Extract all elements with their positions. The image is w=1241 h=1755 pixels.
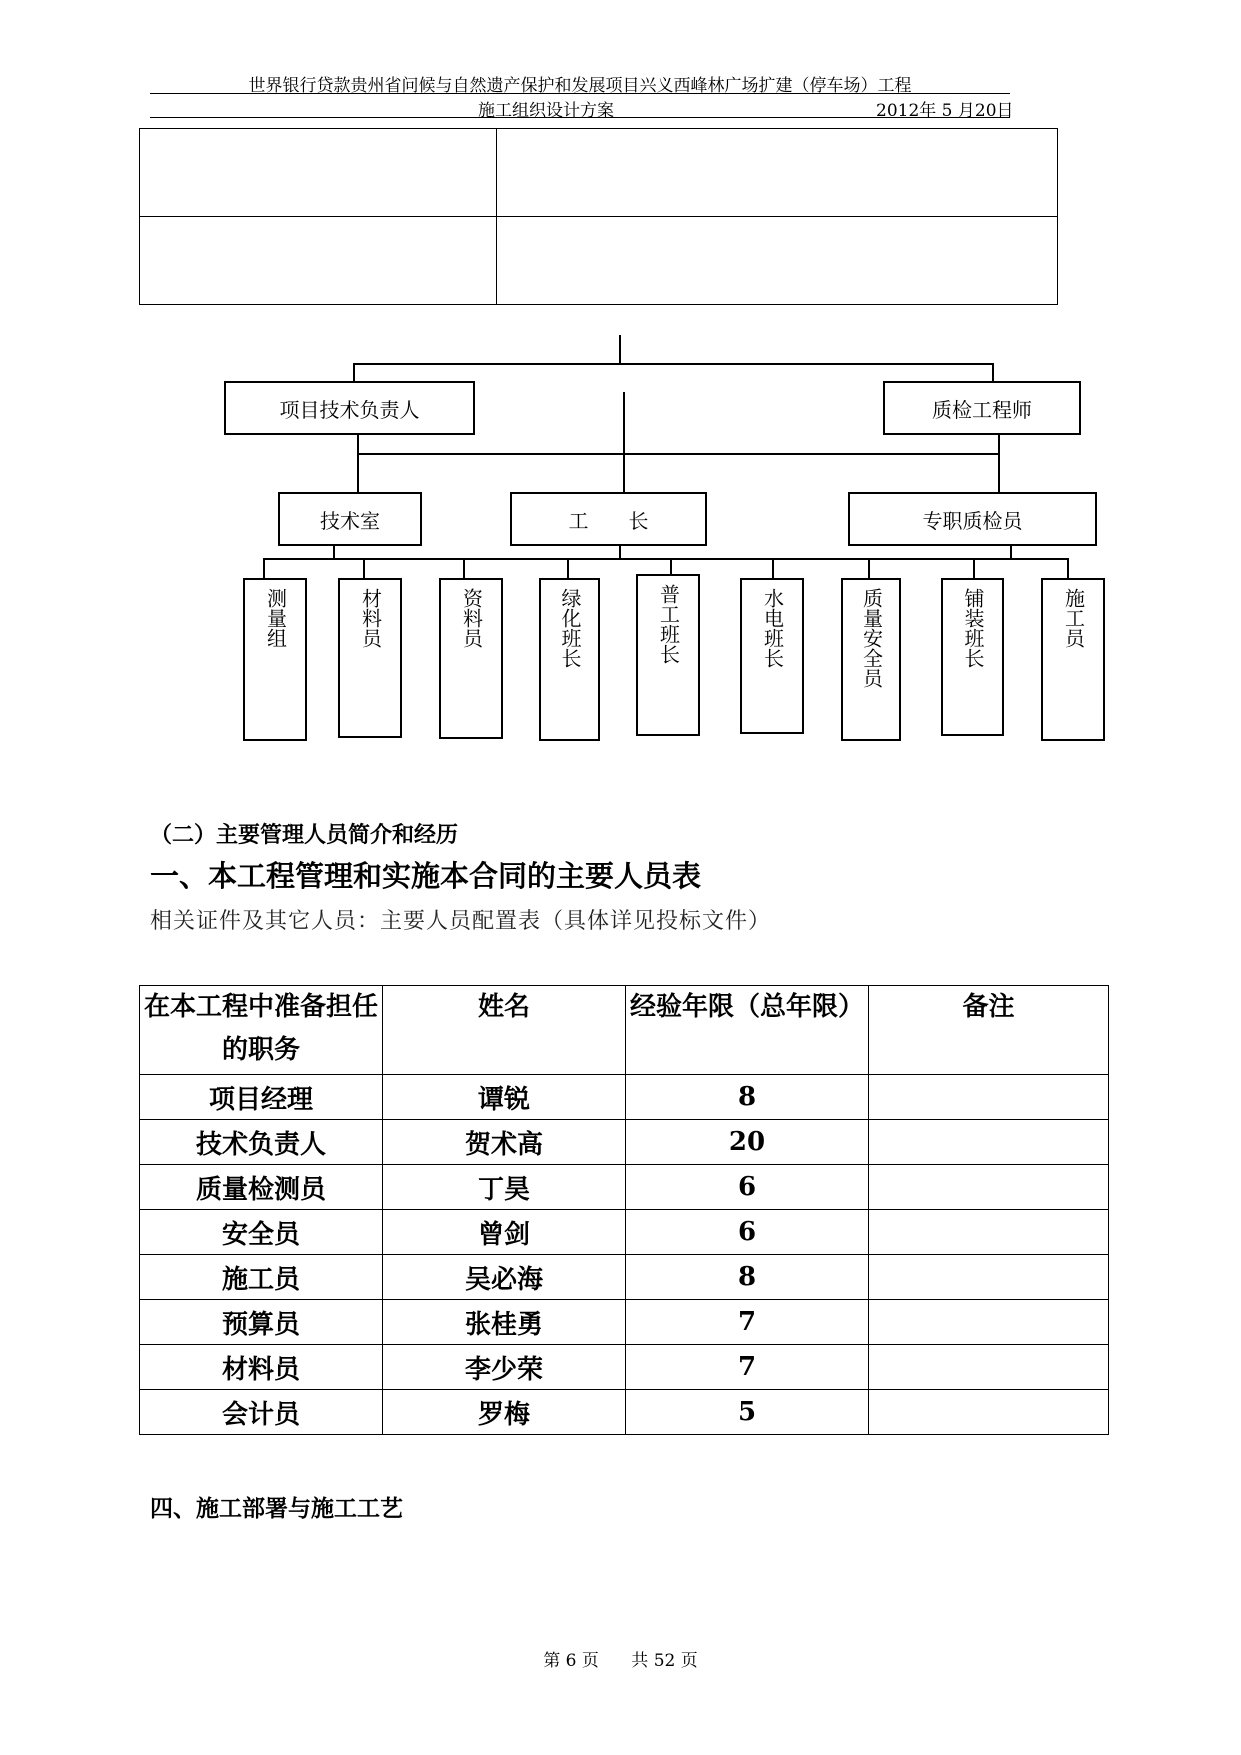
connector-line [353,363,355,383]
note-cell [869,1390,1109,1435]
top-empty-table [139,128,1058,305]
table-row [140,1120,1109,1165]
org-box-utility-lead: 水电班长 [740,578,804,734]
table-row [140,1345,1109,1390]
name-cell: 曾剑 [383,1210,626,1255]
note-cell [869,1210,1109,1255]
doc-date: 2012年 5 月20日 [876,101,1014,121]
org-box-paving-lead: 铺装班长 [941,578,1004,736]
connector-line [363,558,365,580]
role-cell: 项目经理 [140,1075,383,1120]
years-cell: 5 [626,1390,869,1435]
empty-cell [140,129,497,217]
header-rule-bottom [150,117,1010,118]
org-box-greening-lead: 绿化班长 [539,578,600,741]
section-note: 相关证件及其它人员：主要人员配置表（具体详见投标文件） [150,909,772,934]
table-row [140,1390,1109,1435]
connector-line [353,363,994,365]
org-box-quality-safety: 质量安全员 [841,578,901,741]
connector-line [263,558,265,580]
empty-cell [497,217,1058,305]
org-box-tech-office: 技术室 [278,492,422,546]
note-cell [869,1300,1109,1345]
section-subheading: （二）主要管理人员简介和经历 [150,823,459,848]
connector-line [263,558,1069,560]
connector-line [619,546,621,559]
years-cell: 20 [626,1120,869,1165]
org-box-qc-engineer: 质检工程师 [883,381,1081,435]
next-section-heading: 四、施工部署与施工工艺 [150,1496,403,1522]
table-row [140,1255,1109,1300]
connector-line [357,453,1000,455]
note-cell [869,1075,1109,1120]
staff-table [139,985,1109,1435]
connector-line [357,435,359,454]
note-cell [869,1165,1109,1210]
connector-line [333,546,335,559]
name-cell: 罗梅 [383,1390,626,1435]
header-cell: 在本工程中准备担任的职务 [140,986,383,1075]
page-footer: 第 6 页 共 52 页 [543,1651,698,1671]
org-box-materials: 材料员 [338,578,402,738]
org-box-foreman: 工 长 [510,492,707,546]
table-row [140,1075,1109,1120]
name-cell: 贺术高 [383,1120,626,1165]
table-row [140,1210,1109,1255]
connector-line [973,558,975,580]
connector-line [998,453,1000,495]
connector-line [868,558,870,580]
connector-line [623,453,625,495]
section-heading: 一、本工程管理和实施本合同的主要人员表 [150,859,702,893]
org-box-survey-team: 测量组 [243,578,307,741]
years-cell: 7 [626,1300,869,1345]
header-cell: 备注 [869,986,1109,1075]
name-cell: 张桂勇 [383,1300,626,1345]
connector-line [1010,546,1012,559]
connector-line [623,392,625,454]
table-header-row [140,986,1109,1075]
role-cell: 施工员 [140,1255,383,1300]
org-box-construction-staff: 施工员 [1041,578,1105,741]
role-cell: 会计员 [140,1390,383,1435]
role-cell: 预算员 [140,1300,383,1345]
header-cell: 经验年限（总年限） [626,986,869,1075]
years-cell: 7 [626,1345,869,1390]
connector-line [1067,558,1069,580]
name-cell: 吴必海 [383,1255,626,1300]
org-box-records: 资料员 [439,578,503,739]
role-cell: 安全员 [140,1210,383,1255]
org-box-tech-lead: 项目技术负责人 [224,381,475,435]
connector-line [567,558,569,580]
connector-line [772,558,774,580]
connector-line [463,558,465,580]
years-cell: 8 [626,1075,869,1120]
name-cell: 丁昊 [383,1165,626,1210]
role-cell: 技术负责人 [140,1120,383,1165]
table-row [140,1300,1109,1345]
project-title: 世界银行贷款贵州省问候与自然遗产保护和发展项目兴义西峰林广场扩建（停车场）工程 [248,76,912,96]
connector-line [998,435,1000,454]
role-cell: 质量检测员 [140,1165,383,1210]
note-cell [869,1120,1109,1165]
header-cell: 姓名 [383,986,626,1075]
role-cell: 材料员 [140,1345,383,1390]
table-row [140,1165,1109,1210]
name-cell: 谭锐 [383,1075,626,1120]
years-cell: 6 [626,1165,869,1210]
doc-title: 施工组织设计方案 [478,101,614,121]
header-rule [150,93,1010,94]
years-cell: 8 [626,1255,869,1300]
note-cell [869,1255,1109,1300]
note-cell [869,1345,1109,1390]
empty-cell [497,129,1058,217]
org-box-qc-inspector: 专职质检员 [848,492,1097,546]
connector-line [619,335,621,363]
org-box-laborer-lead: 普工班长 [636,574,700,736]
connector-line [357,453,359,495]
connector-line [992,363,994,383]
years-cell: 6 [626,1210,869,1255]
empty-cell [140,217,497,305]
name-cell: 李少荣 [383,1345,626,1390]
